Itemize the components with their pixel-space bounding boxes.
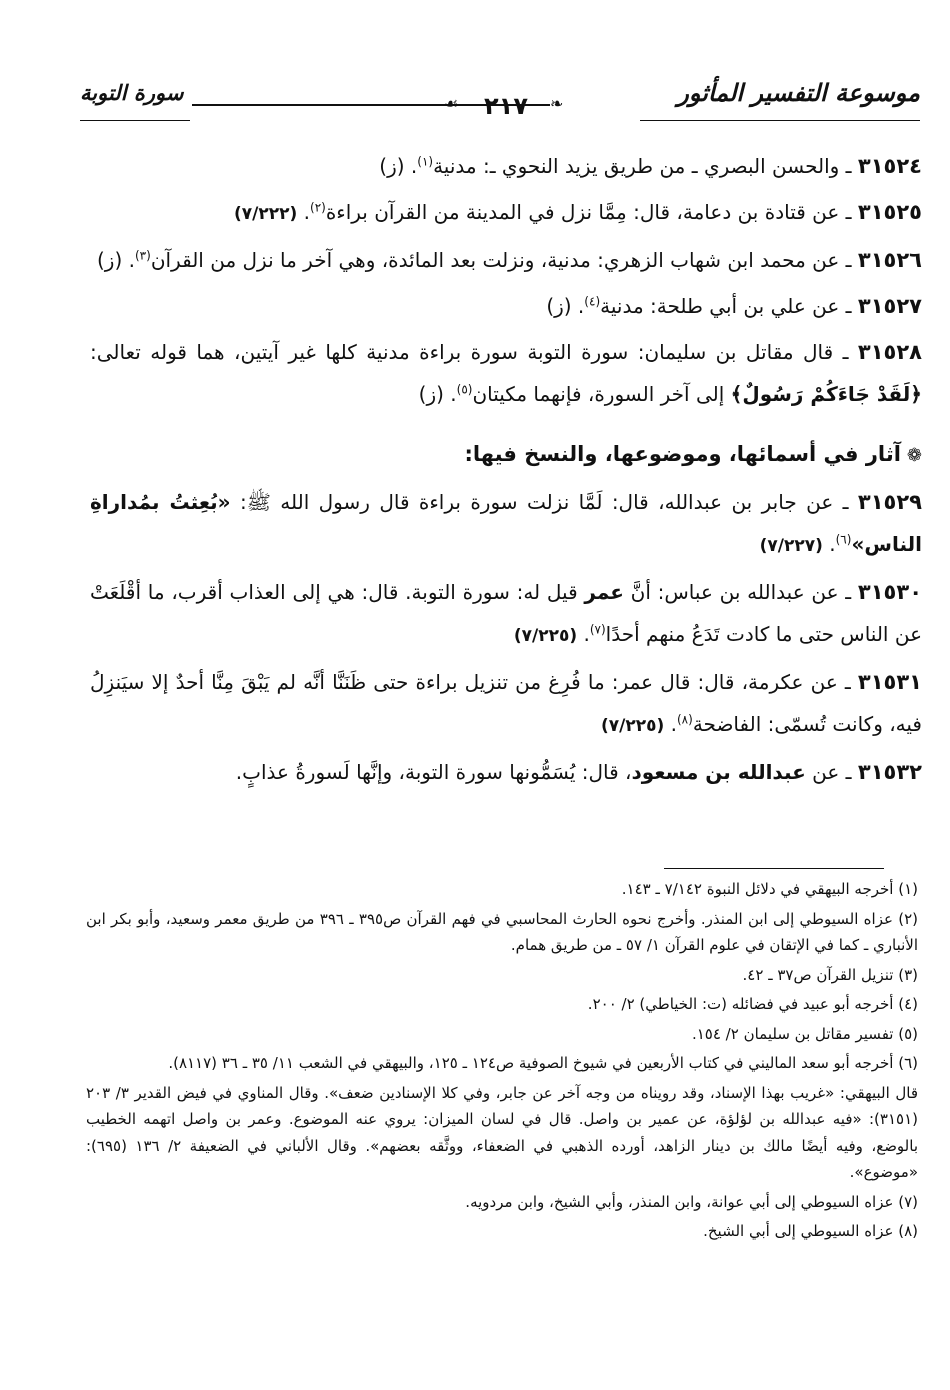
narration-entry <box>90 145 922 187</box>
volume-reference: (٧/٢٢٢) <box>234 204 298 224</box>
narration-tail: . (ز) <box>379 154 418 178</box>
page-number: ٢١٧ <box>484 92 528 120</box>
narration-number: ٣١٥٣١ <box>857 670 922 694</box>
narration-text: ، قال: يُسَمُّونها سورة التوبة، وإنَّها لَسورةُ عذابٍ. <box>235 760 632 784</box>
volume-reference: (٧/٢٢٧) <box>759 536 823 556</box>
narration-text: ـ عن عبدالله بن عباس: أنَّ <box>623 580 858 604</box>
footnotes <box>86 876 918 1248</box>
book-title: موسوعة التفسير المأثور <box>677 78 920 107</box>
volume-reference: (٧/٢٢٥) <box>600 716 665 736</box>
narration-number: ٣١٥٢٨ <box>857 340 922 364</box>
narration-entry <box>90 331 922 415</box>
footnote: (٨) عزاه السيوطي إلى أبي الشيخ. <box>703 1222 918 1240</box>
narration-entry <box>90 571 922 657</box>
narration-entry <box>90 191 922 235</box>
narration-tail: . <box>822 532 836 556</box>
ornament-icon: ❧ <box>550 94 564 113</box>
page-header <box>80 74 920 126</box>
quran-verse: ﴿لَقَدْ جَاءَكُمْ رَسُولٌ﴾ <box>730 382 922 406</box>
narration-number: ٣١٥٢٥ <box>857 200 922 224</box>
person-name: عمر <box>584 580 624 604</box>
narration-entry <box>90 285 922 327</box>
narration-number: ٣١٥٣٠ <box>857 580 923 604</box>
footnote-marker[interactable]: (٤) <box>584 294 601 309</box>
narration-tail: . <box>577 622 590 646</box>
narration-number: ٣١٥٢٤ <box>857 154 922 178</box>
narration-text: ـ عن قتادة بن دعامة، قال: مِمَّا نزل في المدينة من القرآن براءة <box>325 200 858 224</box>
narration-text: ـ والحسن البصري ـ من طريق يزيد النحوي ـ: مدنية <box>433 154 858 178</box>
footnote: (١) أخرجه البيهقي في دلائل النبوة ٧/١٤٢ ـ ١٤٣. <box>621 880 918 898</box>
narration-entry <box>90 661 922 747</box>
narration-text: ـ عن <box>805 760 858 784</box>
footnote-marker[interactable]: (١) <box>417 154 434 169</box>
volume-reference: (٧/٢٢٥) <box>513 626 578 646</box>
footnote: قال البيهقي: «غريب بهذا الإسناد، وقد رويناه من وجه آخر عن جابر، وفي كلا الإسنادين ضعف». وقال المناوي في فيض القدير ٣/ ٢٠٣ (٣١٥١): «فيه عبدالله بن لؤلؤة، عن عمير بن واصل. قال في لسان الميزان: يروي عنه الموضوع. وعمر بن واصل اتهمه الخطيب بالوضع، وفيه أيضًا مالك بن دينار الزاهد، أورده الذهبي في الضعفاء، ووثَّقه بعضهم». وقال الألباني في الضعيفة ٢/ ١٣٦ (٦٩٥): «موضوع». <box>86 1083 919 1181</box>
narration-entry <box>90 239 922 281</box>
narration-text: ـ عن عكرمة، قال: قال عمر: ما فُرِغ من تنزيل براءة حتى ظَنَنَّا أنَّه لم يَبْقَ مِنَّا أحدٌ إلا سيَنزِلُ فيه، وكانت تُسمّى: الفاضحة <box>90 670 922 736</box>
narration-tail: . (ز) <box>97 248 135 272</box>
section-heading <box>90 433 922 477</box>
narration-text: ـ عن جابر بن عبدالله، قال: لَمَّا نزلت سورة براءة قال رسول الله ﷺ: <box>230 490 858 514</box>
narration-number: ٣١٥٢٩ <box>857 490 922 514</box>
footnote-marker[interactable]: (٦) <box>835 532 852 547</box>
header-rule <box>192 104 418 106</box>
footnote: (٢) عزاه السيوطي إلى ابن المنذر. وأخرج نحوه الحارث المحاسبي في فهم القرآن ص٣٩٥ ـ ٣٩٦ من طريق معمر وسعيد، وأبو بكر ابن الأنباري ـ كما في الإتقان في علوم القرآن ١/ ٥٧ ـ من طريق همام. <box>86 909 918 954</box>
narration-text: ـ عن علي بن أبي طلحة: مدنية <box>600 294 858 318</box>
narration-entry <box>90 751 922 793</box>
footnote-marker[interactable]: (٨) <box>676 712 693 727</box>
narration-text: قيل له: سورة التوبة. قال: هي إلى العذاب أقرب، ما أقْلَعَتْ عن الناس حتى ما كادت تَدَعُ منهم أحدًا <box>90 580 922 646</box>
footnote: (٦) أخرجه أبو سعد الماليني في كتاب الأربعين في شيوخ الصوفية ص١٢٤ ـ ١٢٥، والبيهقي في الشعب ١١/ ٣٥ ـ ٣٦ (٨١١٧). <box>168 1054 918 1072</box>
footnote-marker[interactable]: (٧) <box>589 622 606 637</box>
surah-title: سورة التوبة <box>80 80 184 105</box>
narration-text: إلى آخر السورة، فإنهما مكيتان <box>472 382 731 406</box>
narration-number: ٣١٥٢٧ <box>857 294 922 318</box>
footnote-marker[interactable]: (٣) <box>134 248 151 263</box>
footnote-marker[interactable]: (٥) <box>456 382 473 397</box>
footnote: (٤) أخرجه أبو عبيد في فضائله (ت: الخياطي) ٢/ ٢٠٠. <box>587 995 918 1013</box>
hadith-quote: «بُعِثتُ بمُداراةِ الناس» <box>90 490 922 556</box>
footnote-marker[interactable]: (٢) <box>310 200 326 215</box>
section-heading-text: آثار في أسمائها، وموضوعها، والنسخ فيها: <box>464 442 901 466</box>
narration-tail: . (ز) <box>418 382 457 406</box>
ornament-icon: ☙ <box>444 94 459 113</box>
narration-tail: . <box>297 200 310 224</box>
flower-ornament-icon: ❁ <box>906 445 922 466</box>
main-text <box>90 145 922 797</box>
footnote: (٧) عزاه السيوطي إلى أبي عوانة، وابن المنذر، وأبي الشيخ، وابن مردويه. <box>465 1192 918 1211</box>
narration-number: ٣١٥٣٢ <box>857 760 922 784</box>
header-underline <box>80 120 190 121</box>
narration-tail: . <box>664 712 677 736</box>
narration-number: ٣١٥٢٦ <box>857 248 922 272</box>
person-name: عبدالله بن مسعود <box>631 760 806 784</box>
narration-entry <box>90 481 922 567</box>
narration-tail: . (ز) <box>546 294 585 318</box>
footnote: (٣) تنزيل القرآن ص٣٧ ـ ٤٢. <box>742 965 918 984</box>
footnote: (٥) تفسير مقاتل بن سليمان ٢/ ١٥٤. <box>691 1024 918 1043</box>
header-underline <box>640 120 920 121</box>
narration-text: ـ قال مقاتل بن سليمان: سورة التوبة سورة براءة مدنية كلها غير آيتين، هما قوله تعالى: <box>90 340 858 364</box>
footnote-separator <box>664 868 884 869</box>
narration-text: ـ عن محمد ابن شهاب الزهري: مدنية، ونزلت بعد المائدة، وهي آخر ما نزل من القرآن <box>150 248 858 272</box>
